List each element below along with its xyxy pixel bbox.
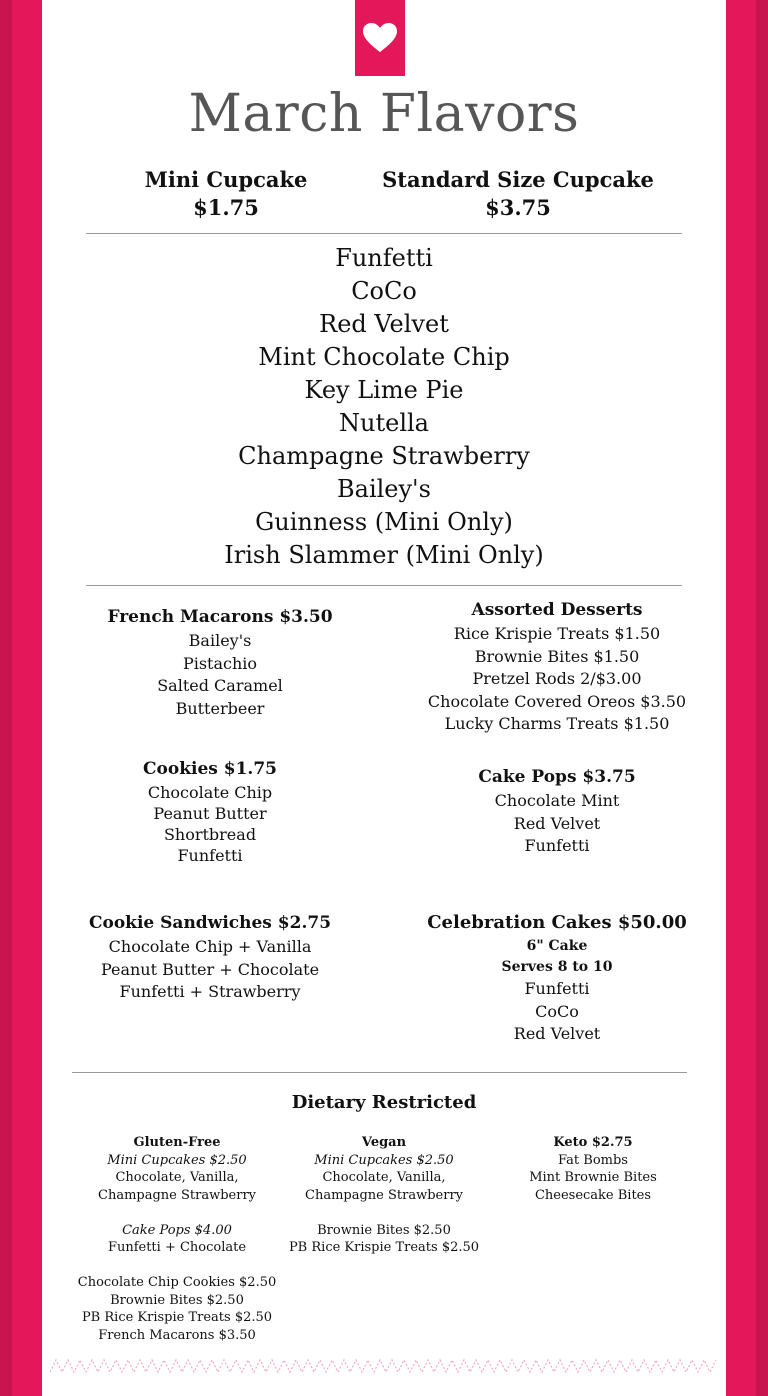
section-title: Celebration Cakes $50.00	[427, 912, 687, 933]
list-item: Peanut Butter + Chocolate	[100, 959, 320, 979]
list-item: Champagne Strawberry	[305, 1187, 463, 1203]
cake-serves: Serves 8 to 10	[501, 959, 613, 975]
flavor-item: Key Lime Pie	[304, 376, 464, 404]
divider	[86, 585, 682, 586]
cake-pops-label: Cake Pops $4.00	[122, 1222, 232, 1238]
list-item: Champagne Strawberry	[98, 1187, 256, 1203]
list-item: Chocolate Chip Cookies $2.50	[77, 1275, 277, 1290]
section-title: Assorted Desserts	[471, 600, 643, 620]
list-item: Brownie Bites $1.50	[474, 646, 640, 666]
macarons-section	[70, 604, 370, 720]
list-item: Cheesecake Bites	[534, 1187, 652, 1203]
section-title: Cookie Sandwiches $2.75	[88, 913, 332, 933]
flavor-item: Guinness (Mini Only)	[255, 508, 513, 536]
list-item: Chocolate, Vanilla,	[322, 1170, 446, 1185]
list-item: Funfetti	[524, 979, 590, 998]
list-item: Funfetti + Chocolate	[107, 1240, 247, 1255]
column-title: Keto $2.75	[553, 1135, 633, 1150]
list-item: Pretzel Rods 2/$3.00	[472, 669, 642, 688]
list-item: Chocolate, Vanilla,	[115, 1170, 239, 1185]
heart-icon	[362, 22, 398, 54]
list-item: Butterbeer	[175, 698, 265, 718]
list-item: Funfetti	[177, 846, 243, 865]
list-item: Brownie Bites $2.50	[317, 1222, 451, 1238]
list-item: Salted Caramel	[157, 676, 283, 695]
flavor-item: Red Velvet	[319, 310, 449, 338]
standard-cupcake-amount: $3.75	[485, 195, 551, 220]
flavor-item: Nutella	[339, 409, 429, 437]
list-item: Chocolate Chip + Vanilla	[108, 937, 312, 956]
list-item: Fat Bombs	[558, 1152, 628, 1168]
flavor-item: Irish Slammer (Mini Only)	[224, 541, 544, 569]
divider	[86, 233, 682, 234]
divider	[72, 1072, 687, 1073]
list-item: Peanut Butter	[153, 804, 267, 823]
cake-pops-section	[407, 764, 707, 858]
standard-cupcake-label: Standard Size Cupcake	[382, 167, 654, 192]
column-title: Gluten-Free	[133, 1135, 221, 1150]
list-item: Mint Brownie Bites	[529, 1170, 657, 1185]
zigzag-border-decoration	[50, 1356, 718, 1376]
section-title: Cake Pops $3.75	[478, 767, 636, 787]
mini-cupcake-price	[76, 166, 376, 222]
column-title: Vegan	[361, 1135, 407, 1150]
right-border-band	[726, 0, 768, 1396]
list-item: Funfetti	[524, 836, 590, 855]
cake-size: 6" Cake	[526, 938, 588, 954]
mini-cupcakes-label: Mini Cupcakes $2.50	[314, 1152, 454, 1168]
mini-cupcake-amount: $1.75	[193, 195, 259, 220]
list-item: Chocolate Covered Oreos $3.50	[427, 691, 687, 711]
dietary-title: Dietary Restricted	[291, 1092, 477, 1113]
list-item: Red Velvet	[513, 1024, 601, 1043]
vegan-column	[269, 1134, 499, 1257]
flavor-item: Mint Chocolate Chip	[258, 343, 510, 371]
mini-cupcakes-label: Mini Cupcakes $2.50	[107, 1152, 247, 1168]
list-item: Rice Krispie Treats $1.50	[453, 624, 661, 643]
list-item: Red Velvet	[513, 813, 601, 833]
flavor-item: Bailey's	[337, 475, 431, 503]
mini-cupcake-label: Mini Cupcake	[144, 167, 308, 192]
section-title: Cookies $1.75	[143, 759, 277, 779]
list-item: French Macarons $3.50	[98, 1327, 256, 1343]
list-item: CoCo	[535, 1001, 579, 1021]
list-item: PB Rice Krispie Treats $2.50	[288, 1240, 480, 1255]
flavor-item: Funfetti	[335, 244, 433, 272]
list-item: Bailey's	[188, 631, 252, 650]
gluten-free-column	[62, 1134, 292, 1344]
list-item: Chocolate Chip	[147, 783, 273, 802]
standard-cupcake-price	[368, 166, 668, 222]
section-title: French Macarons $3.50	[107, 607, 333, 627]
list-item: Chocolate Mint	[494, 791, 620, 810]
heart-tab	[355, 0, 405, 76]
list-item: Lucky Charms Treats $1.50	[444, 714, 670, 733]
list-item: Brownie Bites $2.50	[110, 1292, 244, 1308]
celebration-cakes-section	[402, 910, 712, 1046]
cookie-sandwiches-section	[60, 910, 360, 1004]
flavor-item: Champagne Strawberry	[238, 442, 530, 470]
cupcake-flavor-list	[0, 242, 768, 572]
list-item: Pistachio	[182, 653, 258, 673]
list-item: PB Rice Krispie Treats $2.50	[81, 1310, 273, 1325]
assorted-desserts-section	[392, 597, 722, 736]
cookies-section	[60, 756, 360, 866]
page-title: March Flavors	[188, 84, 580, 144]
list-item: Shortbread	[163, 825, 257, 844]
list-item: Funfetti + Strawberry	[119, 982, 301, 1001]
flavor-item: CoCo	[351, 277, 417, 305]
left-border-band	[0, 0, 42, 1396]
keto-column	[478, 1134, 708, 1204]
